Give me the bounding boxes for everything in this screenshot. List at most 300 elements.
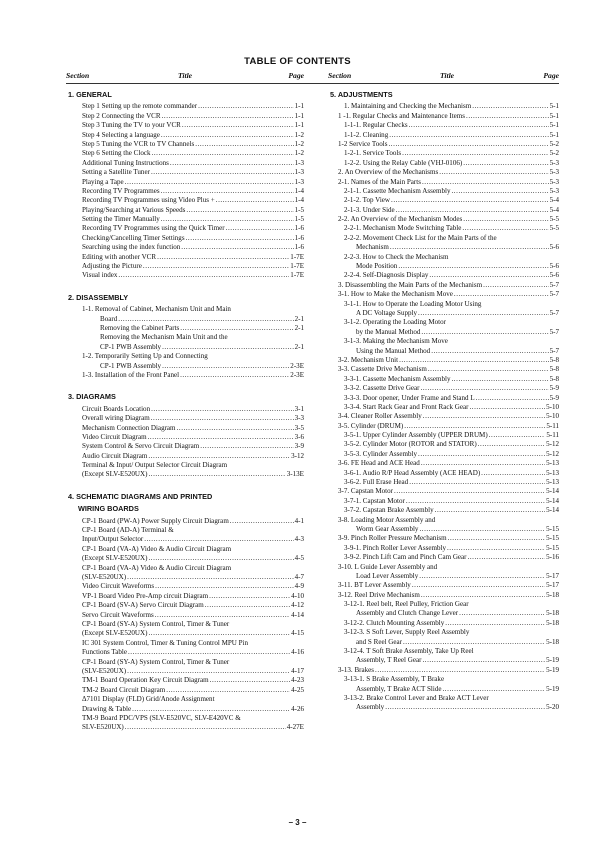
dot-leader <box>481 469 545 478</box>
dot-leader <box>391 196 549 205</box>
toc-entry[interactable] <box>330 121 559 130</box>
toc-entry-line: IC 301 System Control, Timer & Tuning Control MPU Pin <box>82 638 249 647</box>
toc-entry[interactable] <box>68 686 304 695</box>
toc-entry[interactable] <box>330 487 559 496</box>
dot-leader <box>462 224 548 233</box>
toc-entry-title: TM-1 Board Operation Key Circuit Diagram <box>82 676 209 685</box>
toc-entry-page: 5-2 <box>549 139 559 148</box>
toc-entry-page: 2-3E <box>290 370 304 379</box>
toc-entry-title: Playing/Searching at Various Speeds <box>82 205 186 214</box>
toc-entry-title: 3-7. Capstan Motor <box>338 487 393 496</box>
toc-entry-title: Step 1 Setting up the remote commander <box>82 102 198 111</box>
toc-entry-title: 3-5-3. Cylinder Assembly <box>344 449 418 458</box>
toc-entry-title: Assembly, T Brake ACT Slide <box>356 684 442 693</box>
toc-entry-title: Setting the Timer Manually <box>82 215 160 224</box>
toc-entry-page: 1-7E <box>290 252 304 261</box>
toc-entry[interactable] <box>330 206 559 215</box>
toc-entry-page: 5-15 <box>546 524 559 533</box>
toc-entry[interactable] <box>330 581 559 590</box>
toc-entry[interactable] <box>330 394 559 403</box>
toc-entry-page: 4-17 <box>291 666 304 675</box>
toc-entry-page: 5-5 <box>549 224 559 233</box>
toc-entry[interactable] <box>330 187 559 196</box>
toc-entry[interactable] <box>68 234 304 243</box>
toc-entry-title: 3-6-2. Full Erase Head <box>344 478 409 487</box>
toc-entry-title: by the Manual Method <box>356 327 421 336</box>
toc-entry-title: Step 3 Tuning the TV to your VCR <box>82 121 181 130</box>
dot-leader <box>422 656 545 665</box>
dot-leader <box>483 281 549 290</box>
toc-entry-title: 3-12-2. Clutch Mounting Assembly <box>344 618 445 627</box>
toc-entry-line: 3-13-1. S Brake Assembly, T Brake <box>344 675 445 684</box>
toc-entry[interactable] <box>68 324 304 333</box>
column-header-page: Page <box>543 71 559 80</box>
toc-entry[interactable] <box>330 572 559 581</box>
toc-entry-page: 4-7 <box>294 573 304 582</box>
dot-leader <box>182 121 294 130</box>
toc-entry-page: 3-6 <box>294 432 304 441</box>
dot-leader <box>132 705 290 714</box>
toc-entry[interactable] <box>330 243 559 252</box>
toc-entry-title: Additional Tuning Instructions <box>82 158 169 167</box>
toc-entry-page: 1-3 <box>294 177 304 186</box>
toc-entry[interactable] <box>330 666 559 675</box>
toc-entry-title: Assembly, T Reel Gear <box>356 656 422 665</box>
toc-entry-page: 5-7 <box>549 346 559 355</box>
toc-entry-line: 3-1-2. Operating the Loading Motor <box>344 318 446 327</box>
toc-entry-page: 4-25 <box>291 685 304 694</box>
dot-leader <box>476 394 549 403</box>
toc-entry[interactable] <box>68 535 304 544</box>
toc-entry[interactable] <box>68 187 304 196</box>
toc-entry-title: Checking/Cancelling Timer Settings <box>82 233 185 242</box>
toc-entry-line: TM-9 Board PDC/VPS (SLV-E520VC, SLV-E420VC & <box>82 713 241 722</box>
dot-leader <box>161 187 294 196</box>
toc-entry[interactable] <box>330 450 559 459</box>
toc-entry[interactable] <box>68 315 304 324</box>
dot-leader <box>489 431 546 440</box>
toc-entry[interactable] <box>68 149 304 158</box>
dot-leader <box>198 102 294 111</box>
toc-entry[interactable] <box>68 592 304 601</box>
toc-entry-title: 3-9-2. Pinch Lift Cam and Pinch Cam Gear <box>344 553 467 562</box>
toc-entry[interactable] <box>330 131 559 140</box>
toc-entry-line: 3-1-1. How to Operate the Loading Motor Using <box>344 299 482 308</box>
dot-leader <box>177 424 294 433</box>
dot-leader <box>451 187 548 196</box>
toc-entry-title: 1. Maintaining and Checking the Mechanism <box>344 102 472 111</box>
dot-leader <box>428 365 549 374</box>
toc-entry[interactable] <box>68 271 304 280</box>
toc-entry[interactable] <box>68 131 304 140</box>
header-divider <box>66 83 559 84</box>
dot-leader <box>403 638 545 647</box>
toc-column-left <box>68 90 304 733</box>
toc-entry[interactable] <box>68 676 304 685</box>
toc-entry[interactable] <box>68 517 304 526</box>
toc-entry-page: 5-6 <box>549 271 559 280</box>
toc-entry-page: 3-1 <box>294 404 304 413</box>
dot-leader <box>151 405 293 414</box>
toc-entry-page: 1-1 <box>294 102 304 111</box>
toc-entry-title: 3-7-1. Capstan Motor <box>344 496 405 505</box>
toc-entry-title: 3-9. Pinch Roller Pressure Mechanism <box>338 534 447 543</box>
toc-entry-page: 5-2 <box>549 149 559 158</box>
toc-entry[interactable] <box>68 471 304 480</box>
dot-leader <box>180 324 293 333</box>
toc-entry-line: 2-2-2. Movement Check List for the Main Parts of the <box>344 233 497 242</box>
toc-entry[interactable] <box>68 206 304 215</box>
toc-entry-title: Setting a Satellite Tuner <box>82 168 150 177</box>
toc-entry-title: 3-6. FE Head and ACE Head <box>338 459 420 468</box>
dot-leader <box>396 206 549 215</box>
dot-leader <box>442 685 545 694</box>
toc-entry-page: 1-5 <box>294 205 304 214</box>
toc-entry-title: 1-3. Installation of the Front Panel <box>82 370 180 379</box>
toc-entry[interactable] <box>68 243 304 252</box>
toc-entry[interactable] <box>68 582 304 591</box>
dot-leader <box>439 168 548 177</box>
toc-entry-page: 5-12 <box>546 449 559 458</box>
toc-entry[interactable] <box>68 121 304 130</box>
toc-entry-title: Drawing & Table <box>82 704 132 713</box>
toc-entry[interactable] <box>68 215 304 224</box>
dot-leader <box>445 619 545 628</box>
toc-entry[interactable] <box>330 685 559 694</box>
dot-leader <box>118 271 289 280</box>
toc-entry-line: 3-12-4. T Soft Brake Assembly, Take Up Reel <box>344 647 474 656</box>
toc-entry-page: 5-8 <box>549 355 559 364</box>
dot-leader <box>419 525 545 534</box>
toc-entry[interactable] <box>330 422 559 431</box>
toc-entry[interactable] <box>330 619 559 628</box>
toc-entry[interactable] <box>330 196 559 205</box>
toc-entry[interactable] <box>68 648 304 657</box>
toc-entry-line: 3-13-2. Brake Control Lever and Brake ACT Lever <box>344 694 489 703</box>
toc-entry-title: 1 -1. Regular Checks and Maintenance Items <box>338 111 465 120</box>
section-heading: 5. ADJUSTMENTS <box>330 90 393 99</box>
toc-entry-title: Removing the Cabinet Parts <box>100 324 180 332</box>
dot-leader <box>478 440 545 449</box>
toc-entry-page: 5-17 <box>546 581 559 590</box>
toc-entry-title: 2-2. An Overview of the Mechanism Modes <box>338 215 463 224</box>
dot-leader <box>151 414 294 423</box>
toc-entry-title: 3-4. Cleaner Roller Assembly <box>338 412 422 421</box>
dot-leader <box>181 243 293 252</box>
dot-leader <box>180 371 289 380</box>
dot-leader <box>429 271 548 280</box>
toc-entry[interactable] <box>330 525 559 534</box>
toc-entry[interactable] <box>330 281 559 290</box>
toc-entry-page: 5-7 <box>549 327 559 336</box>
dot-leader <box>463 159 548 168</box>
toc-entry[interactable] <box>330 149 559 158</box>
toc-entry-title: (SLV-E520UX) <box>82 666 127 675</box>
toc-entry[interactable] <box>330 168 559 177</box>
toc-entry[interactable] <box>330 159 559 168</box>
toc-entry-page: 5-1 <box>549 130 559 139</box>
toc-column-right <box>330 90 559 713</box>
toc-entry-page: 5-20 <box>546 703 559 712</box>
toc-entry-page: 4-3 <box>294 535 304 544</box>
toc-entry-title: Assembly <box>356 703 385 712</box>
toc-entry[interactable] <box>68 667 304 676</box>
dot-leader <box>148 470 285 479</box>
toc-entry[interactable] <box>68 253 304 262</box>
toc-entry-page: 4-12 <box>291 601 304 610</box>
column-header-section: Section <box>328 71 352 80</box>
toc-entry-page: 5-16 <box>546 553 559 562</box>
dot-leader <box>399 356 549 365</box>
toc-entry[interactable] <box>330 656 559 665</box>
dot-leader <box>143 262 289 271</box>
toc-entry[interactable] <box>68 554 304 563</box>
toc-entry-page: 5-11 <box>546 421 559 430</box>
dot-leader <box>118 315 293 324</box>
toc-entry[interactable] <box>68 433 304 442</box>
toc-entry-page: 4-9 <box>294 582 304 591</box>
toc-entry[interactable] <box>68 611 304 620</box>
section-heading: 4. SCHEMATIC DIAGRAMS AND PRINTED <box>68 491 213 501</box>
toc-entry-page: 5-8 <box>549 374 559 383</box>
column-header-right <box>328 71 559 81</box>
toc-entry[interactable] <box>330 440 559 449</box>
toc-entry-title: 3-11. BT Lever Assembly <box>338 581 411 590</box>
dot-leader <box>151 168 294 177</box>
toc-entry[interactable] <box>330 610 559 619</box>
toc-entry-title: 2-1. Names of the Main Parts <box>338 177 421 186</box>
toc-entry[interactable] <box>68 452 304 461</box>
toc-entry-page: 1-6 <box>294 233 304 242</box>
toc-entry-page: 1-1 <box>294 121 304 130</box>
toc-entry-page: 5-19 <box>546 684 559 693</box>
dot-leader <box>152 149 294 158</box>
toc-entry[interactable] <box>330 431 559 440</box>
dot-leader <box>385 703 545 712</box>
toc-entry[interactable] <box>68 723 304 732</box>
toc-entry[interactable] <box>68 168 304 177</box>
toc-entry-line: 3-10. L Guide Lever Assembly and <box>338 562 438 571</box>
toc-entry-title: Recording TV Programmes using Video Plus + <box>82 196 215 205</box>
dot-leader <box>148 433 294 442</box>
dot-leader <box>418 309 549 318</box>
toc-entry[interactable] <box>330 262 559 271</box>
toc-entry[interactable] <box>68 262 304 271</box>
toc-entry-title: Servo Circuit Waveforms <box>82 610 154 619</box>
toc-entry-line: 2-2-3. How to Check the Mechanism <box>344 252 449 261</box>
toc-entry[interactable] <box>68 414 304 423</box>
toc-entry[interactable] <box>68 573 304 582</box>
toc-entry[interactable] <box>68 112 304 121</box>
toc-entry[interactable] <box>68 224 304 233</box>
toc-entry-line: CP-1 Board (VA-A) Video & Audio Circuit Diagram <box>82 563 232 572</box>
toc-entry-line: Removing the Mechanism Main Unit and the <box>100 333 228 342</box>
toc-entry-title: VP-1 Board Video Pre-Amp circuit Diagram <box>82 591 209 600</box>
toc-entry[interactable] <box>330 347 559 356</box>
toc-entry-title: A DC Voltage Supply <box>356 308 418 317</box>
toc-entry[interactable] <box>330 365 559 374</box>
toc-entry-title: 3-1. How to Make the Mechanism Move <box>338 290 453 299</box>
toc-entry-page: 5-8 <box>549 365 559 374</box>
toc-entry[interactable] <box>330 309 559 318</box>
dot-leader <box>466 112 549 121</box>
dot-leader <box>186 234 294 243</box>
toc-entry[interactable] <box>330 591 559 600</box>
toc-entry[interactable] <box>68 343 304 352</box>
toc-entry[interactable] <box>330 178 559 187</box>
toc-entry[interactable] <box>330 553 559 562</box>
toc-entry[interactable] <box>330 224 559 233</box>
toc-entry-title: and S Reel Gear <box>356 637 402 646</box>
toc-entry-title: Board <box>100 314 118 323</box>
toc-entry-page: 5-18 <box>546 609 559 618</box>
dot-leader <box>463 215 548 224</box>
toc-entry-title: 1-2-1. Service Tools <box>344 149 402 158</box>
dot-leader <box>472 102 548 111</box>
toc-entry[interactable] <box>68 442 304 451</box>
toc-entry[interactable] <box>330 271 559 280</box>
dot-leader <box>421 384 549 393</box>
dot-leader <box>421 328 548 337</box>
toc-entry[interactable] <box>330 544 559 553</box>
toc-entry[interactable] <box>330 638 559 647</box>
dot-leader <box>394 487 545 496</box>
toc-entry-page: 3-9 <box>294 442 304 451</box>
dot-leader <box>422 178 549 187</box>
toc-entry-line: CP-1 Board (VA-A) Video & Audio Circuit Diagram <box>82 544 232 553</box>
toc-entry-title: Step 4 Selecting a language <box>82 130 160 139</box>
toc-entry[interactable] <box>68 140 304 149</box>
toc-entry[interactable] <box>330 534 559 543</box>
toc-entry[interactable] <box>330 506 559 515</box>
toc-entry[interactable] <box>68 362 304 371</box>
toc-entry[interactable] <box>330 140 559 149</box>
toc-entry-title: Overall wiring Diagram <box>82 414 150 423</box>
toc-entry-page: 5-5 <box>549 215 559 224</box>
dot-leader <box>431 347 548 356</box>
toc-entry[interactable] <box>330 459 559 468</box>
dot-leader <box>162 343 294 352</box>
toc-entry[interactable] <box>330 403 559 412</box>
toc-entry-title: 3-5. Cylinder (DRUM) <box>338 421 404 430</box>
dot-leader <box>418 450 545 459</box>
toc-entry-page: 2-1 <box>294 314 304 323</box>
dot-leader <box>390 243 549 252</box>
toc-entry-title: (Except SLV-E520UX) <box>82 554 148 563</box>
toc-entry[interactable] <box>330 384 559 393</box>
toc-entry[interactable] <box>68 705 304 714</box>
toc-entry-title: 3-5-1. Upper Cylinder Assembly (UPPER DRUM) <box>344 431 488 440</box>
toc-entry[interactable] <box>330 703 559 712</box>
toc-entry-title: 3. Disassembling the Main Parts of the Mechanism <box>338 280 483 289</box>
toc-entry[interactable] <box>330 215 559 224</box>
dot-leader <box>226 224 294 233</box>
dot-leader <box>155 611 290 620</box>
toc-entry[interactable] <box>68 196 304 205</box>
toc-entry-title: 2-1-3. Under Side <box>344 205 395 214</box>
toc-entry-page: 5-9 <box>549 384 559 393</box>
dot-leader <box>205 601 290 610</box>
toc-entry-page: 5-3 <box>549 158 559 167</box>
toc-entry-title: Using the Manual Method <box>356 346 431 355</box>
toc-entry-page: 5-18 <box>546 618 559 627</box>
toc-entry-title: Input/Output Selector <box>82 535 144 544</box>
toc-entry-page: 5-14 <box>546 496 559 505</box>
toc-entry-title: 3-6-1. Audio R/P Head Assembly (ACE HEAD) <box>344 468 481 477</box>
toc-entry-page: 5-13 <box>546 468 559 477</box>
dot-leader <box>421 459 545 468</box>
dot-leader <box>209 592 290 601</box>
toc-entry[interactable] <box>330 328 559 337</box>
toc-entry-line: 3-12-1. Reel belt, Reel Pulley, Friction Gear <box>344 600 469 609</box>
dot-leader <box>388 140 548 149</box>
toc-entry[interactable] <box>68 159 304 168</box>
toc-entry-title: 2-2-1. Mechanism Mode Switching Table <box>344 224 462 233</box>
column-header-title: Title <box>440 71 455 80</box>
toc-entry-title: 3-7-2. Capstan Brake Assembly <box>344 506 434 515</box>
toc-entry-page: 5-3 <box>549 168 559 177</box>
toc-entry[interactable] <box>330 469 559 478</box>
toc-entry-page: 5-18 <box>546 590 559 599</box>
toc-entry-line: CP-1 Board (SY-A) System Control, Timer & Tuner <box>82 657 230 666</box>
toc-entry-line: 3-8. Loading Motor Assembly and <box>338 515 436 524</box>
dot-leader <box>454 290 549 299</box>
dot-leader <box>435 506 545 515</box>
toc-entry-page: 1-7E <box>290 262 304 271</box>
toc-entry[interactable] <box>68 601 304 610</box>
toc-entry-page: 1-4 <box>294 186 304 195</box>
toc-entry[interactable] <box>330 497 559 506</box>
toc-entry-page: 1-2 <box>294 139 304 148</box>
toc-entry[interactable] <box>330 412 559 421</box>
toc-entry-title: Step 6 Setting the Clock <box>82 149 151 158</box>
dot-leader <box>419 572 545 581</box>
toc-entry[interactable] <box>330 375 559 384</box>
toc-entry[interactable] <box>68 424 304 433</box>
toc-entry[interactable] <box>330 112 559 121</box>
toc-entry-page: 2-3E <box>290 361 304 370</box>
toc-entry-title: Mechanism <box>356 243 389 252</box>
toc-entry-line: 1-2. Temporarily Setting Up and Connecting <box>82 352 208 361</box>
toc-entry[interactable] <box>330 356 559 365</box>
toc-entry[interactable] <box>68 629 304 638</box>
dot-leader <box>162 112 294 121</box>
toc-entry[interactable] <box>330 102 559 111</box>
section-heading: 3. DIAGRAMS <box>68 392 116 402</box>
dot-leader <box>162 362 289 371</box>
toc-entry[interactable] <box>330 290 559 299</box>
toc-entry[interactable] <box>330 478 559 487</box>
toc-entry-page: 1-6 <box>294 243 304 252</box>
toc-entry-title: 1-1-1. Regular Checks <box>344 121 408 130</box>
toc-entry-title: Mode Position <box>356 262 398 271</box>
dot-leader <box>468 553 546 562</box>
toc-entry-page: 5-15 <box>546 534 559 543</box>
toc-entry[interactable] <box>68 102 304 111</box>
column-header-section: Section <box>66 71 90 80</box>
toc-entry-page: 5-1 <box>549 121 559 130</box>
dot-leader <box>448 534 545 543</box>
toc-entry-title: Editing with another VCR <box>82 252 157 261</box>
toc-entry[interactable] <box>68 178 304 187</box>
toc-entry-page: 1-3 <box>294 168 304 177</box>
toc-entry-title: 2-1-1. Cassette Mechanism Assembly <box>344 186 451 195</box>
dot-leader <box>200 442 293 451</box>
toc-entry[interactable] <box>68 405 304 414</box>
toc-entry-title: Load Lever Assembly <box>356 571 419 580</box>
toc-entry-page: 5-1 <box>549 111 559 120</box>
toc-entry[interactable] <box>68 371 304 380</box>
